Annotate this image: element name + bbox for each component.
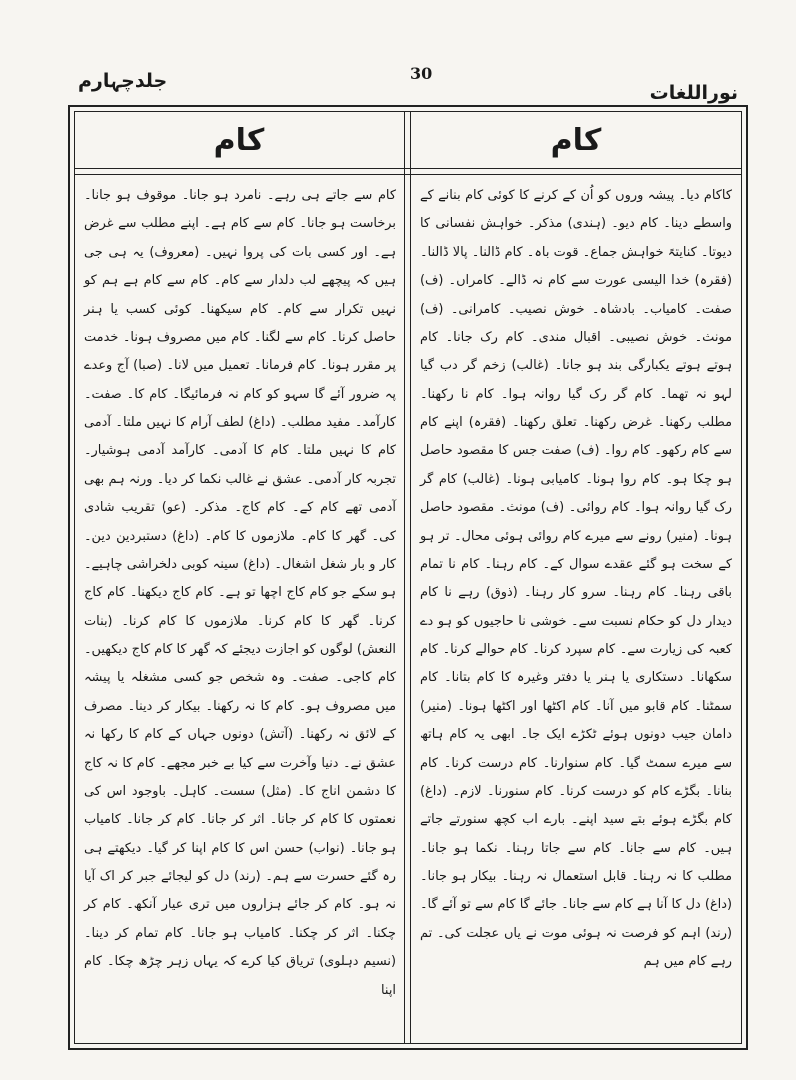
headword-right: کام	[550, 122, 602, 158]
volume-title: جلدچہارم	[78, 70, 168, 92]
column-right	[420, 182, 732, 977]
headword-rule-inner	[74, 174, 742, 175]
entry-text-left: کام سے جاتے ہی رہے۔ نامرد ہو جانا۔ موقوف ہو جانا۔ برخاست ہو جانا۔ کام سے کام ہے۔ اپنے مطلب سے غرض ہے۔ اور کسی بات کی پروا نہیں۔ (معروف) یہ ہی جی ہیں کہ پیچھے لب دلدار سے کام۔ کام سے کام ہے ہم کو نہیں تکرار سے کام۔ کام سیکھنا۔ کوئی کسب یا ہنر حاصل کرنا۔ کام سے لگنا۔ کام میں مصروف ہونا۔ خدمت پر مقرر ہونا۔ کام فرمانا۔ تعمیل میں لانا۔ (صبا) آج وعدے پہ ضرور آئے گا سہو کو کام نہ فرمائیگا۔ کام کا۔ صفت۔ کارآمد۔ مفید مطلب۔ (داغ) لطف آرام کا نہیں ملتا۔ آدمی کام کا نہیں ملتا۔ کام کا آدمی۔ کارآمد آدمی ہوشیار۔ تجربہ کار آدمی۔ عشق نے غالب نکما کر دیا۔ ورنہ ہم بھی آدمی تھے کام کے۔ کام کاج۔ مذکر۔ (عو) تقریب شادی کی۔ گھر کا کام۔ ملازموں کا کام۔ (داغ) دستبردین دین۔ کار و بار شغل اشغال۔ (داغ) سینہ کوبی دلخراشی چاہیے۔ ہو سکے جو کام کاج اچھا تو ہے۔ کام کاج دیکھنا۔ کام کاج کرنا۔ گھر کا کام کرنا۔ ملازموں کا کام کرنا۔ (بنات النعش) لوگوں کو اجازت دیجئے کہ گھر کا کام کاج دیکھیں۔ کام کاجی۔ صفت۔ وہ شخص جو کسی مشغلہ یا پیشہ میں مصروف ہو۔ کام کا نہ رکھنا۔ بیکار کر دینا۔ مصرف کے لائق نہ رکھنا۔ (آتش) دونوں جہاں کے کام کا رکھا نہ عشق نے۔ دنیا وآخرت سے کیا بے خبر مجھے۔ کام کا نہ کاج کا دشمن اناج کا۔ (مثل) سست۔ کاہل۔ باوجود اس کی نعمتوں کا کام کر جانا۔ اثر کر جانا۔ کام کر جانا۔ کامیاب ہو جانا۔ (نواب) حسن اس کا کام اپنا کر گیا۔ دیکھتے ہی رہ گئے حسرت سے ہم۔ (رند) دل کو لیجائے جبر کر اک آیا نہ ہو۔ کام کر جائے ہزاروں میں تری عیار آنکھ۔ کام کر چکنا۔ اثر کر چکنا۔ کامیاب ہو جانا۔ کام تمام کر دینا۔ (نسیم دہلوی) تریاق کیا کرے کہ یہاں زہر چڑھ چکا۔ کام اپنا	[84, 188, 396, 998]
running-title: نوراللغات	[649, 82, 738, 104]
headword-left: کام	[213, 122, 265, 158]
column-left	[84, 182, 396, 1005]
headword-rule	[74, 168, 742, 169]
column-divider	[404, 111, 405, 1044]
entry-text-right: کاکام دیا۔ پیشہ وروں کو اُن کے کرنے کا کوئی کام بنانے کے واسطے دینا۔ کام دیو۔ (ہندی) مذکر۔ خواہش نفسانی کا دیوتا۔ کنایتہً خواہش جماع۔ قوت باہ۔ کام ڈالنا۔ پالا ڈالنا۔ (فقرہ) خدا الیسی عورت سے کام نہ ڈالے۔ کامراں۔ (ف) صفت۔ کامیاب۔ بادشاہ۔ خوش نصیب۔ کامرانی۔ (ف) مونث۔ خوش نصیبی۔ اقبال مندی۔ کام رک جانا۔ کام ہوتے ہوتے یکبارگی بند ہو جانا۔ (غالب) زخم گر دب گیا لہو نہ تھما۔ کام گر رک گیا روانہ ہوا۔ کام نا رکھنا۔ مطلب رکھنا۔ غرض رکھنا۔ تعلق رکھنا۔ (فقرہ) اپنے کام سے کام رکھو۔ کام روا۔ (ف) صفت جس کا مقصود حاصل ہو چکا ہو۔ کام روا ہونا۔ کامیابی ہونا۔ (غالب) کام گر رک گیا روانہ ہوا۔ کام روائی۔ (ف) مونث۔ مقصود حاصل ہونا۔ (منیر) رونے سے میرے کام روائی ہوئی محال۔ تر ہو کے سخت ہو گئے عقدے سوال کے۔ کام رہنا۔ کام نا تمام باقی رہنا۔ کام رہنا۔ سرو کار رہنا۔ (ذوق) رہے نا کام دیدار دل کو حکام نسبت سے۔ خوشی نا حاجیوں کو ہو دے کعبہ کی زیارت سے۔ کام سپرد کرنا۔ کام حوالے کرنا۔ کام سکھانا۔ دستکاری یا ہنر یا دفتر وغیرہ کا کام بتانا۔ کام سمٹنا۔ کام قابو میں آنا۔ کام اکٹھا اور اکٹھا ہونا۔ (منیر) دامان جیب دونوں ہوئے ٹکڑے ایک جا۔ ابھی یہ کام ہاتھ سے میرے سمٹ گیا۔ کام سنوارنا۔ کام درست کرنا۔ کام بنانا۔ بگڑے کام کو درست کرنا۔ کام سنورنا۔ لازم۔ (داغ) کام بگڑے ہوئے بتے سید اپنے۔ بارے اب کچھ سنورتے جاتے ہیں۔ کام سے جانا۔ کام سے جاتا رہنا۔ نکما ہو جانا۔ مطلب کا نہ رہنا۔ قابل استعمال نہ رہنا۔ بیکار ہو جانا۔ (داغ) دل کا آنا ہے کام سے جانا۔ جائے گا کام سے تو آئے گا۔ (رند) اہم کو فرصت نہ ہوئی موت نے یاں عجلت کی۔ تم رہے کام میں ہم	[420, 188, 732, 970]
column-divider-inner	[410, 111, 411, 1044]
page-number: 30	[410, 64, 433, 83]
